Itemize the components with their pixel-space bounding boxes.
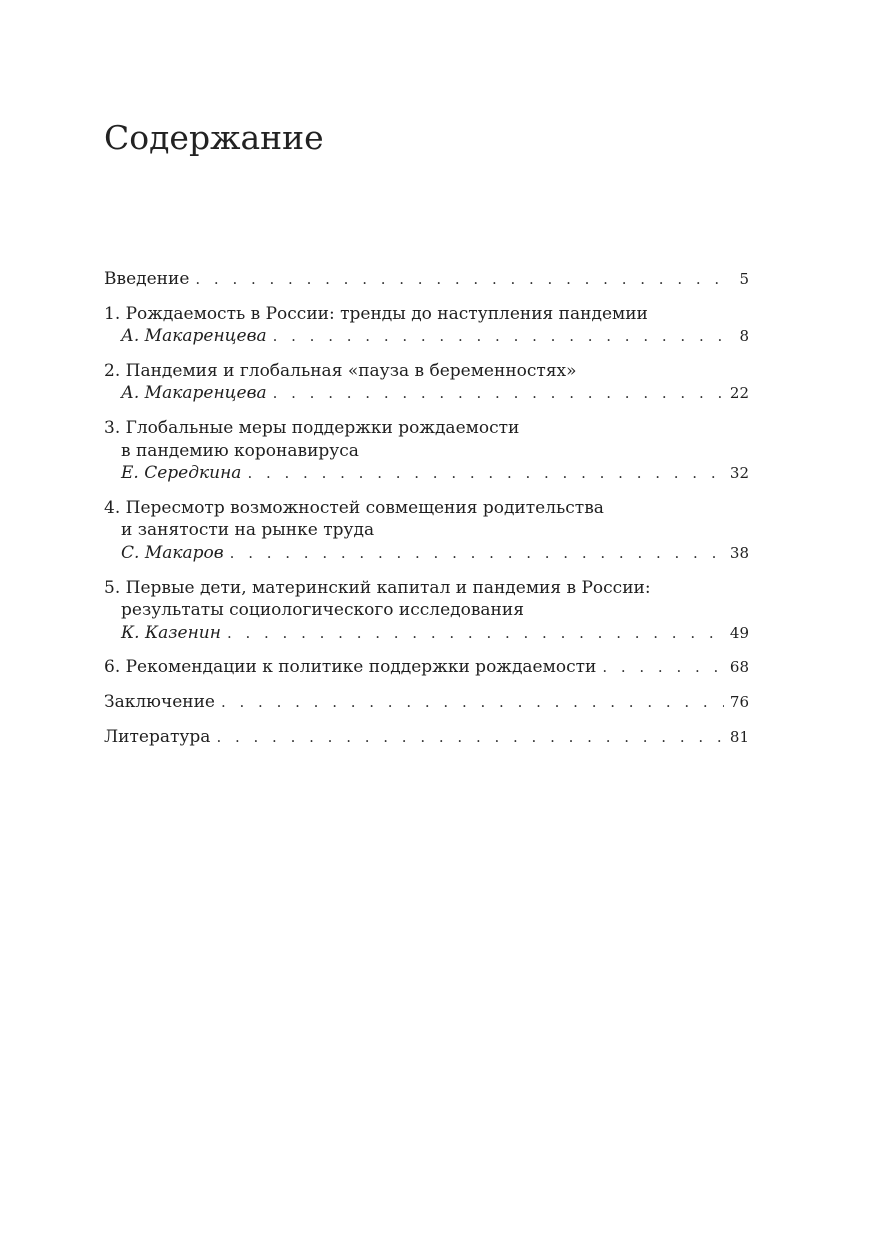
toc-entry-chapter-3[interactable] [104, 417, 749, 485]
toc-entry-chapter-4[interactable] [104, 497, 749, 565]
page-number: 76 [729, 692, 749, 711]
toc-entry-chapter-5[interactable] [104, 577, 749, 645]
leader-dots [273, 325, 734, 348]
leader-dots [230, 542, 724, 565]
toc-entry-title: Литература [104, 726, 211, 747]
toc-entry-title: 5. Первые дети, материнский капитал и пандемия в России: [104, 577, 651, 598]
toc-entry-author: А. Макаренцева [121, 383, 267, 404]
leader-dots [602, 656, 724, 679]
toc-entry-title: 3. Глобальные меры поддержки рождаемости [104, 417, 520, 438]
table-of-contents [104, 268, 749, 748]
page-number: 5 [739, 270, 749, 288]
leader-dots [195, 268, 733, 291]
toc-entry-literature[interactable] [104, 726, 749, 749]
toc-entry-title-continued: в пандемию коронавируса [121, 440, 359, 461]
toc-entry-intro[interactable] [104, 268, 749, 291]
toc-entry-author: А. Макаренцева [121, 326, 267, 347]
toc-entry-title-continued: и занятости на рынке труда [121, 520, 375, 541]
toc-entry-title: Введение [104, 269, 190, 289]
toc-entry-title: 1. Рождаемость в России: тренды до наступления пандемии [104, 303, 648, 324]
toc-entry-title: 4. Пересмотр возможностей совмещения родительства [104, 497, 604, 518]
page-number: 22 [729, 384, 749, 403]
leader-dots [227, 622, 724, 645]
leader-dots [247, 462, 723, 485]
leader-dots [221, 691, 724, 714]
page-number: 38 [729, 543, 749, 562]
toc-entry-title: 6. Рекомендации к политике поддержки рождаемости [104, 657, 597, 678]
toc-entry-author: К. Казенин [121, 622, 221, 643]
toc-entry-conclusion[interactable] [104, 691, 749, 714]
page-number: 8 [739, 327, 749, 346]
toc-entry-author: С. Макаров [121, 542, 224, 563]
toc-entry-chapter-2[interactable] [104, 360, 749, 405]
leader-dots [273, 382, 724, 405]
toc-entry-author: Е. Середкина [121, 463, 242, 484]
toc-entry-chapter-1[interactable] [104, 303, 749, 348]
toc-entry-title: Заключение [104, 691, 215, 712]
page-number: 49 [729, 623, 749, 642]
toc-entry-title-continued: результаты социологического исследования [121, 600, 524, 621]
page-number: 68 [729, 658, 749, 677]
toc-entry-chapter-6[interactable] [104, 656, 749, 679]
toc-entry-title: 2. Пандемия и глобальная «пауза в беременностях» [104, 360, 577, 381]
page-title: Содержание [104, 118, 324, 157]
page-number: 32 [729, 464, 749, 483]
leader-dots [216, 726, 723, 749]
page-number: 81 [729, 727, 749, 746]
